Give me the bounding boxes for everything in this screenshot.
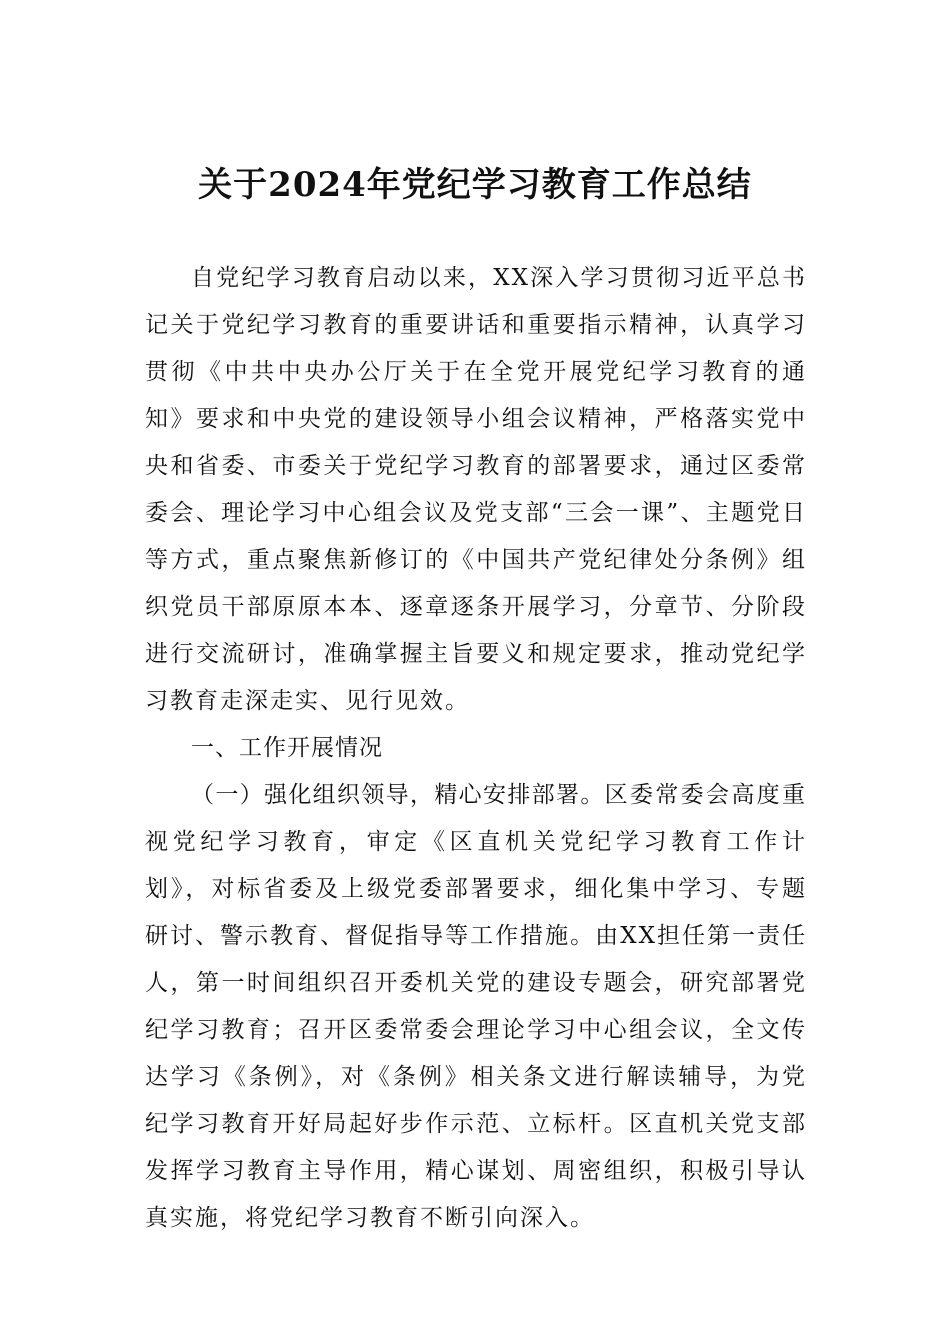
subsection-body-text: 区委常委会高度重视党纪学习教育，审定《区直机关党纪学习教育工作计划》，对标省委及上级党委部署要求，细化集中学习、专题研讨、警示教育、督促指导等工作措施。由XX担任第一责任人，第一时间组织召开委机关党的建设专题会，研究部署党纪学习教育；召开区委常委会理论学习中心组会议，全文传达学习《条例》，对《条例》相关条文进行解读辅导，为党纪学习教育开好局起好步作示范、立标杆。区直机关党支部发挥学习教育主导作用，精心谋划、周密组织，积极引导认真实施，将党纪学习教育不断引向深入。 [145,782,808,1231]
subsection-paragraph [145,772,807,1242]
section-heading-work-progress: 一、工作开展情况 [191,735,383,761]
document-body [145,255,807,1242]
subsection-heading: （一）强化组织领导，精心安排部署。 [191,782,605,808]
intro-paragraph: 自党纪学习教育启动以来，XX深入学习贯彻习近平总书记关于党纪学习教育的重要讲话和重要指示精神，认真学习贯彻《中共中央办公厅关于在全党开展党纪学习教育的通知》要求和中央党的建设领导小组会议精神，严格落实党中央和省委、市委关于党纪学习教育的部署要求，通过区委常委会、理论学习中心组会议及党支部“三会一课”、主题党日等方式，重点聚焦新修订的《中国共产党纪律处分条例》组织党员干部原原本本、逐章逐条开展学习，分章节、分阶段进行交流研讨，准确掌握主旨要义和规定要求，推动党纪学习教育走深走实、见行见效。 [145,265,807,714]
document-title: 关于2024年党纪学习教育工作总结 [198,165,752,205]
